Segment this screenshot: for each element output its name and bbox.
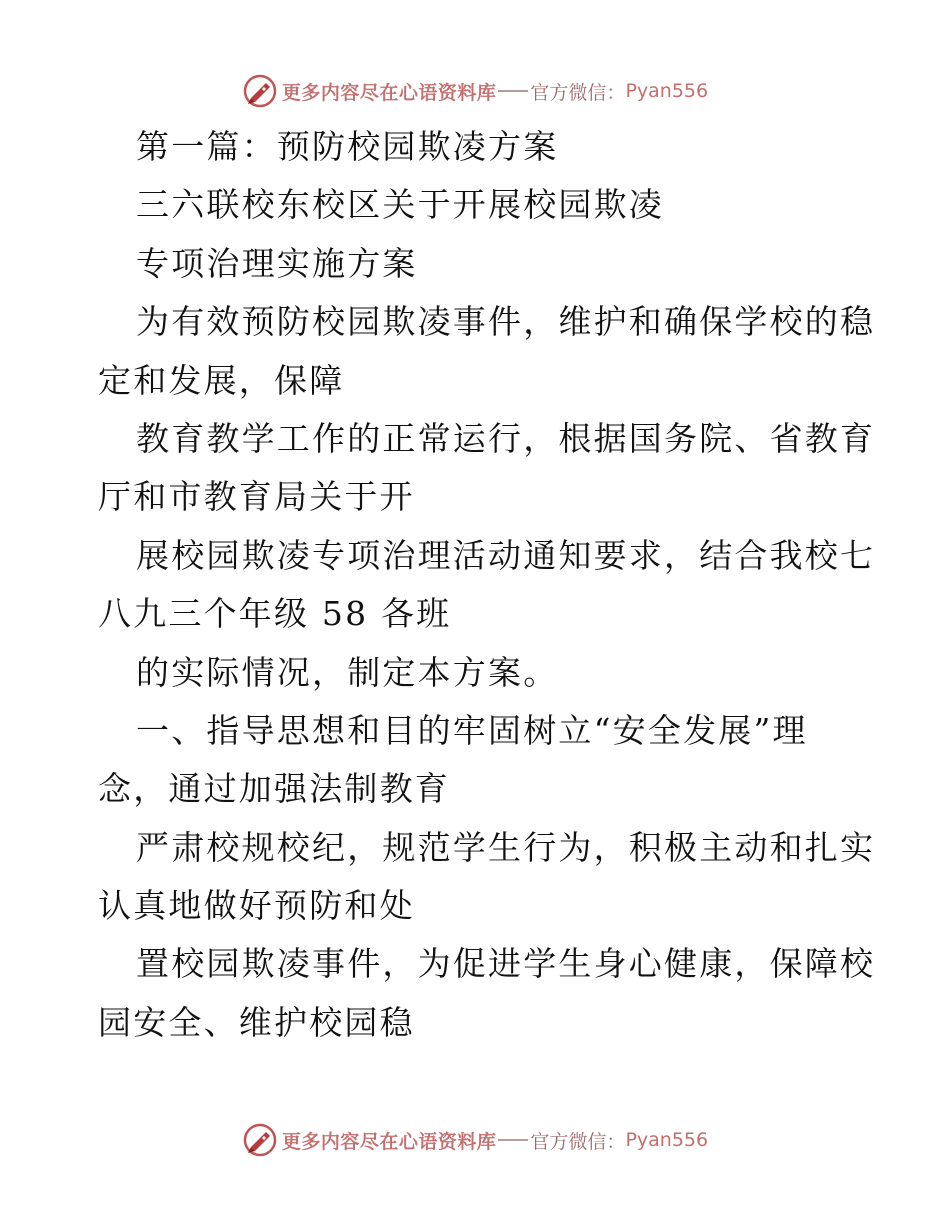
- watermark-text: 更多内容尽在心语资料库: [281, 81, 497, 104]
- watermark-dash: [498, 1139, 528, 1141]
- watermark-text: 更多内容尽在心语资料库: [281, 1130, 497, 1153]
- text-line: 厅和市教育局关于开: [98, 477, 415, 517]
- pen-nib-circle-icon: [242, 73, 278, 109]
- watermark-wechat-id: Pyan556: [625, 1129, 709, 1151]
- pen-nib-circle-icon: [242, 1122, 278, 1158]
- text-line: 严肃校规校纪，规范学生行为，积极主动和扎实: [136, 827, 876, 867]
- text-line: 教育教学工作的正常运行，根据国务院、省教育: [136, 418, 876, 458]
- text-line: 八九三个年级 58 各班: [98, 594, 452, 634]
- text-line: 置校园欺凌事件，为促进学生身心健康，保障校: [136, 944, 876, 984]
- watermark-dash: [498, 90, 528, 92]
- text-line: 三六联校东校区关于开展校园欺凌: [136, 185, 664, 225]
- text-line: 认真地做好预防和处: [98, 886, 415, 926]
- text-line: 定和发展，保障: [98, 360, 345, 400]
- watermark-wechat-label: 官方微信：: [530, 81, 626, 104]
- text-line: 一、指导思想和目的牢固树立“安全发展”理: [136, 710, 808, 750]
- text-line: 的实际情况，制定本方案。: [136, 652, 559, 692]
- footer-watermark: [0, 1120, 950, 1160]
- text-line: 念，通过加强法制教育: [98, 769, 450, 809]
- text-line: 专项治理实施方案: [136, 243, 418, 283]
- document-body: [98, 118, 876, 1052]
- header-watermark: [0, 71, 950, 111]
- text-line: 展校园欺凌专项治理活动通知要求，结合我校七: [136, 535, 876, 575]
- watermark-wechat-id: Pyan556: [625, 80, 709, 102]
- text-line: 第一篇：预防校园欺凌方案: [136, 127, 559, 166]
- watermark-wechat-label: 官方微信：: [530, 1130, 626, 1153]
- text-line: 为有效预防校园欺凌事件，维护和确保学校的稳: [136, 302, 876, 342]
- text-line: 园安全、维护校园稳: [98, 1002, 415, 1042]
